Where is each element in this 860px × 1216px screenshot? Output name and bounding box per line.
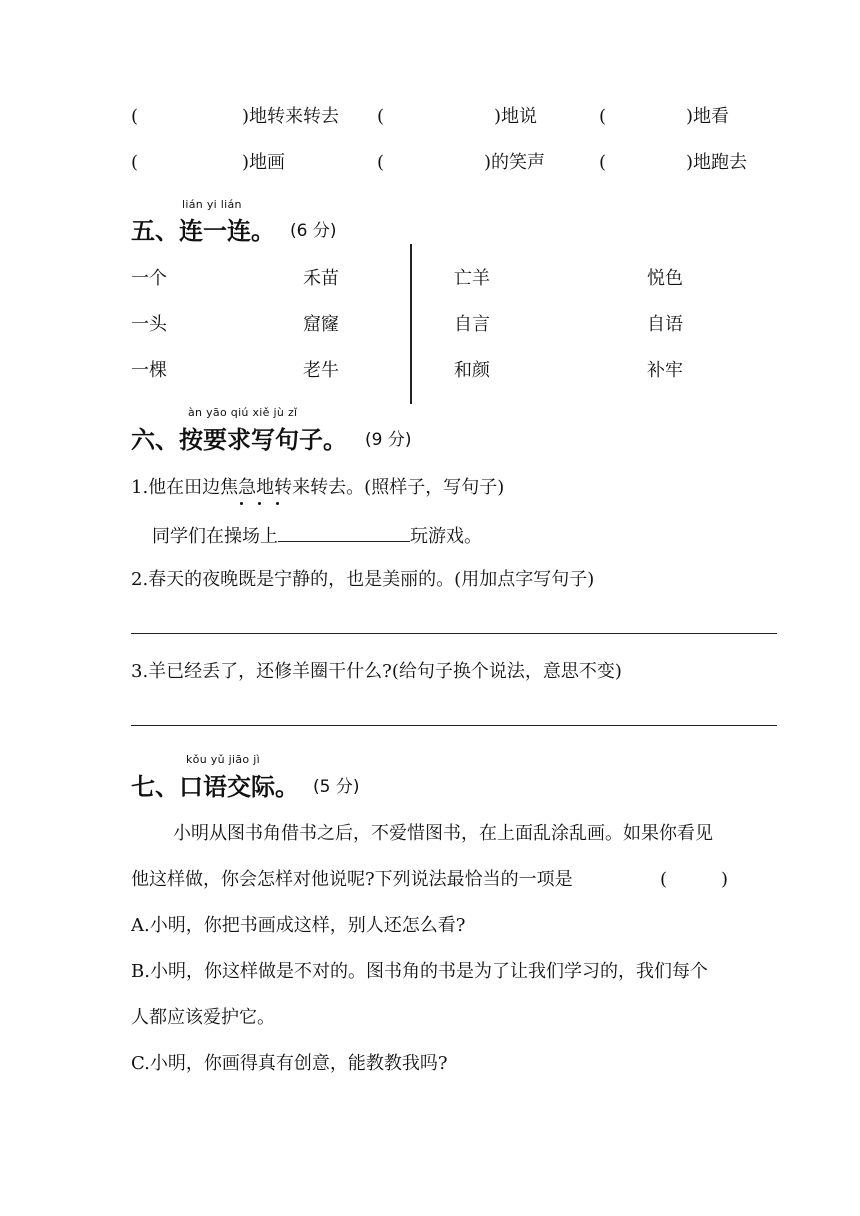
match-item: 窟窿 [303, 314, 339, 335]
paragraph-line: 小明从图书角借书之后，不爱惜图书，在上面乱涂乱画。如果你看见 [173, 823, 713, 844]
option-b-line: 人都应该爱护它。 [131, 1007, 275, 1028]
phrase-suffix: )地画 [242, 152, 286, 173]
section-title: 五、连一连。 [131, 217, 275, 245]
match-item: 和颜 [454, 360, 490, 381]
answer-line[interactable] [131, 725, 777, 726]
question-1: 1.他在田边焦急地转来转去。(照样子，写句子) [131, 477, 505, 498]
section-title: 七、口语交际。 [131, 773, 299, 801]
match-item: 一头 [131, 314, 167, 335]
pinyin-annotation: kǒu yǔ jiāo jì [186, 753, 260, 766]
emphasis-dot [276, 502, 279, 505]
answer-paren[interactable]: ( ) [660, 869, 729, 890]
phrase-suffix: )地看 [686, 106, 730, 127]
option-c: C.小明，你画得真有创意，能教教我吗? [131, 1053, 448, 1074]
answer-suffix: 玩游戏。 [410, 526, 482, 547]
match-item: 一棵 [131, 360, 167, 381]
answer-blank[interactable] [278, 525, 410, 542]
match-item: 自言 [454, 314, 490, 335]
question-2: 2.春天的夜晚既是宁静的，也是美丽的。(用加点字写句子) [131, 569, 595, 590]
match-item: 一个 [131, 268, 167, 289]
pinyin-annotation: àn yāo qiú xiě jù zǐ [188, 406, 298, 419]
paren-open: ( [377, 152, 385, 173]
option-b-line: B.小明，你这样做是不对的。图书角的书是为了让我们学习的，我们每个 [131, 961, 708, 982]
option-a: A.小明，你把书画成这样，别人还怎么看? [131, 915, 466, 936]
section-points: (5 分) [313, 777, 360, 797]
section-points: (6 分) [290, 221, 337, 241]
paren-open: ( [599, 152, 607, 173]
match-item: 自语 [647, 314, 683, 335]
paren-open: ( [377, 106, 385, 127]
match-item: 禾苗 [303, 268, 339, 289]
paragraph-line: 他这样做，你会怎样对他说呢?下列说法最恰当的一项是 [131, 869, 573, 890]
match-item: 亡羊 [454, 268, 490, 289]
question-3: 3.羊已经丢了，还修羊圈干什么?(给句子换个说法，意思不变) [131, 661, 622, 682]
emphasis-dot [240, 502, 243, 505]
match-item: 补牢 [647, 360, 683, 381]
section-points: (9 分) [365, 430, 412, 450]
answer-prefix: 同学们在操场上 [152, 526, 278, 547]
paren-open: ( [599, 106, 607, 127]
phrase-suffix: )地说 [494, 106, 538, 127]
question-1-answer-line [152, 525, 482, 546]
phrase-suffix: )地转来转去 [242, 106, 340, 127]
match-item: 老牛 [303, 360, 339, 381]
paren-open: ( [131, 152, 139, 173]
column-divider [410, 244, 412, 404]
paren-open: ( [131, 106, 139, 127]
phrase-suffix: )的笑声 [484, 152, 546, 173]
answer-line[interactable] [131, 633, 777, 634]
match-item: 悦色 [647, 268, 683, 289]
phrase-suffix: )地跑去 [686, 152, 748, 173]
section-title: 六、按要求写句子。 [131, 426, 347, 454]
emphasis-dot [258, 502, 261, 505]
pinyin-annotation: lián yi lián [182, 198, 242, 211]
